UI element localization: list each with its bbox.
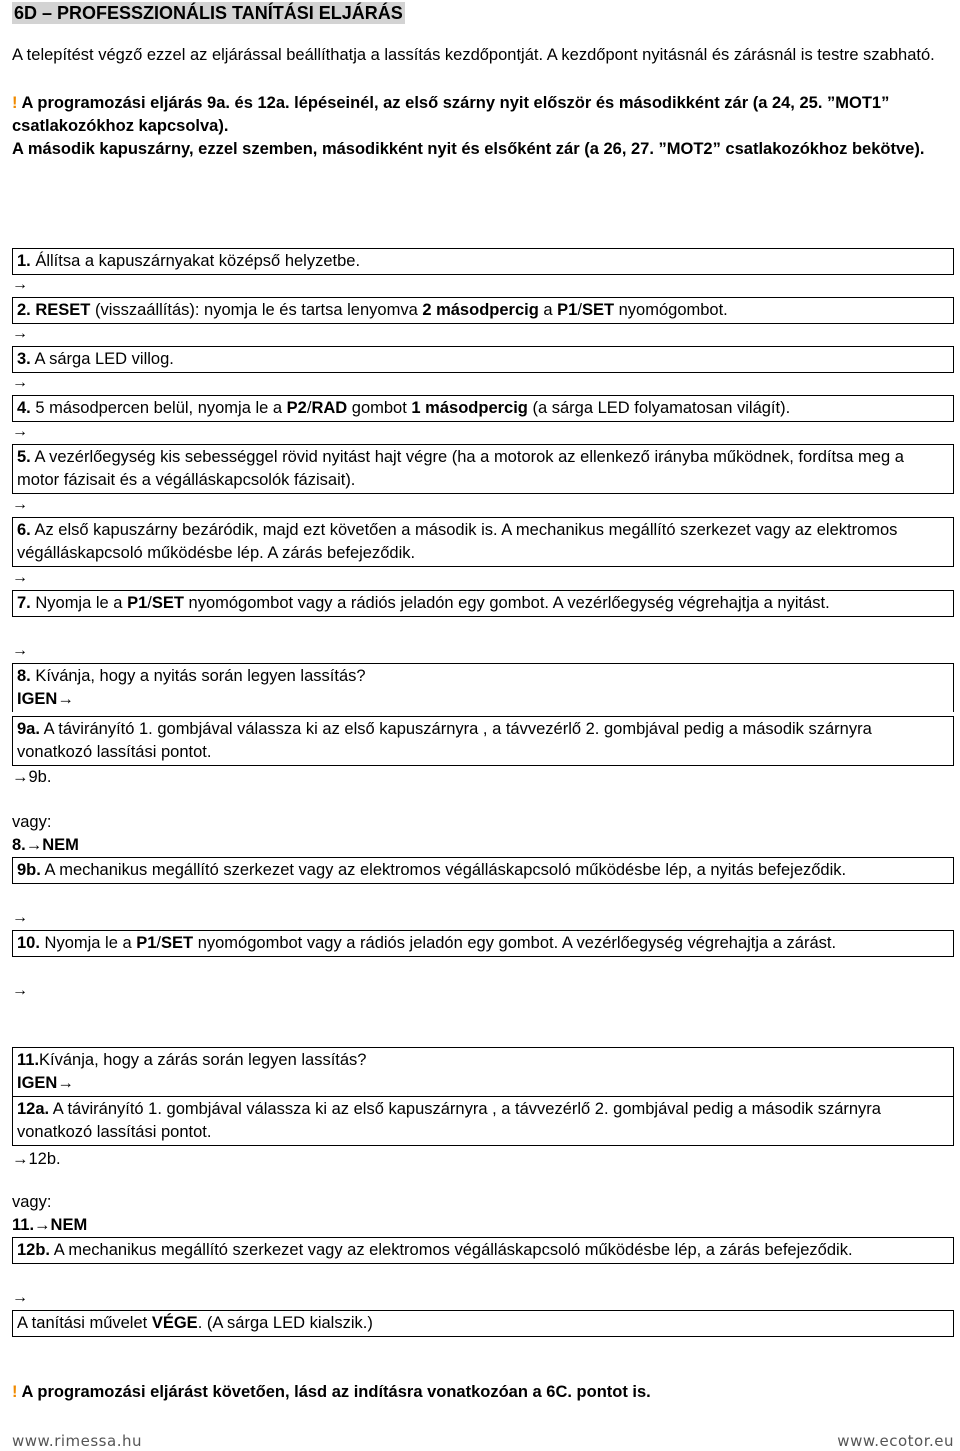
- end-keyword: VÉGE: [151, 1314, 198, 1332]
- step-number: 12b.: [17, 1241, 51, 1259]
- goto-12b: →12b.: [12, 1150, 61, 1168]
- arrow-icon: →: [12, 496, 28, 513]
- step-text: (a sárga LED folyamatosan világít).: [527, 399, 791, 417]
- warning-mark: !: [12, 1383, 18, 1401]
- step-text: gombot: [347, 399, 412, 417]
- button-name: P2: [286, 399, 307, 417]
- step-12b-box: [12, 1237, 954, 1264]
- igen-branch: IGEN→: [17, 1074, 74, 1092]
- step-text: A mechanikus megállító szerkezet vagy az elektromos végálláskapcsoló működésbe lép, a nyitás befejeződik.: [40, 861, 847, 879]
- step-11-box: [12, 1047, 954, 1096]
- arrow-icon: →: [12, 276, 28, 293]
- slash: /: [577, 301, 582, 319]
- reset-label: RESET: [30, 301, 91, 319]
- step-text: Kívánja, hogy a zárás során legyen lassítás?: [39, 1051, 367, 1069]
- page-title: 6D – PROFESSZIONÁLIS TANÍTÁSI ELJÁRÁS: [14, 3, 403, 23]
- end-text: A tanítási művelet: [17, 1314, 152, 1332]
- step-number: 1.: [17, 252, 31, 270]
- step-text: A vezérlőegység kis sebességgel rövid nyitást hajt végre (ha a motorok az ellenkező irányba működnek, fordítsa meg a motor fázisait és a végálláskapcsolók fázisait).: [17, 448, 904, 489]
- step-text: Kívánja, hogy a nyitás során legyen lassítás?: [30, 667, 366, 685]
- footer-link-rimessa[interactable]: www.rimessa.hu: [12, 1432, 142, 1450]
- duration: 2 másodpercig: [422, 301, 539, 319]
- step-10-box: [12, 930, 954, 957]
- step-text: (visszaállítás): nyomja le és tartsa lenyomva: [90, 301, 423, 319]
- end-text: . (A sárga LED kialszik.): [197, 1314, 373, 1332]
- slash: /: [147, 594, 152, 612]
- step-text: Nyomja le a: [39, 934, 137, 952]
- step-text: A mechanikus megállító szerkezet vagy az elektromos végálláskapcsoló működésbe lép, a zárás befejeződik.: [50, 1241, 853, 1259]
- step-text: a: [538, 301, 558, 319]
- step-text: nyomógombot vagy a rádiós jeladón egy gombot. A vezérlőegység végrehajtja a nyitást.: [183, 594, 830, 612]
- step-number: 10.: [17, 934, 40, 952]
- page-footer: [12, 1430, 958, 1451]
- arrow-icon: →: [12, 642, 28, 659]
- nem-branch-8: 8.→NEM: [12, 836, 79, 854]
- button-name: P1: [136, 934, 157, 952]
- goto-9b: →9b.: [12, 768, 52, 786]
- step-number: 12a.: [17, 1100, 50, 1118]
- step-text: nyomógombot vagy a rádiós jeladón egy gombot. A vezérlőegység végrehajtja a zárást.: [193, 934, 837, 952]
- slash: /: [156, 934, 162, 952]
- or-label: vagy:: [12, 1193, 52, 1211]
- final-warning: [12, 1381, 651, 1404]
- step-5-box: [12, 444, 954, 494]
- step-text: Nyomja le a: [30, 594, 128, 612]
- step-2-box: [12, 297, 954, 324]
- step-8-box: [12, 663, 954, 712]
- step-9b-box: [12, 857, 954, 884]
- arrow-icon: →: [12, 982, 28, 999]
- step-9a-box: [12, 716, 954, 766]
- end-box: [12, 1310, 954, 1337]
- nem-branch-11: 11.→NEM: [12, 1216, 88, 1234]
- button-name: SET: [581, 301, 615, 319]
- warning-paragraph: [12, 92, 952, 161]
- duration: 1 másodpercig: [411, 399, 528, 417]
- arrow-icon: →: [12, 909, 28, 926]
- warning-line2: A második kapuszárny, ezzel szemben, másodikként nyit és elsőként zár (a 26, 27. ”MOT2” csatlakozókhoz bekötve).: [12, 140, 925, 158]
- arrow-icon: →: [12, 325, 28, 342]
- step-4-box: [12, 395, 954, 422]
- step-text: Állítsa a kapuszárnyakat középső helyzetbe.: [30, 252, 361, 270]
- step-text: Az első kapuszárny bezáródik, majd ezt követően a második is. A mechanikus megállító szerkezet vagy az elektromos végálláskapcsoló működésbe lép. A zárás befejeződik.: [17, 521, 898, 562]
- footer-link-ecotor[interactable]: www.ecotor.eu: [837, 1432, 954, 1450]
- step-text: 5 másodpercen belül, nyomja le a: [30, 399, 287, 417]
- step-text: nyomógombot.: [614, 301, 728, 319]
- step-number: 2.: [17, 301, 31, 319]
- final-warning-text: A programozási eljárást követően, lásd az indításra vonatkozóan a 6C. pontot is.: [17, 1383, 651, 1401]
- arrow-icon: →: [12, 374, 28, 391]
- warning-mark: !: [12, 94, 18, 112]
- step-12a-box: [12, 1096, 954, 1146]
- step-text: A távirányító 1. gombjával válassza ki az első kapuszárnyra , a távvezérlő 2. gombjával pedig a második szárnyra vonatkozó lassítási pontot.: [17, 1100, 881, 1141]
- step-3-box: [12, 346, 954, 373]
- slash: /: [306, 399, 312, 417]
- step-number: 4.: [17, 399, 31, 417]
- button-name: RAD: [311, 399, 348, 417]
- step-number: 8.: [17, 667, 31, 685]
- arrow-icon: →: [12, 1289, 28, 1306]
- step-number: 9a.: [17, 720, 40, 738]
- step-number: 7.: [17, 594, 31, 612]
- warning-line1: A programozási eljárás 9a. és 12a. lépéseinél, az első szárny nyit először és másodikként zár (a 24, 25. ”MOT1” csatlakozókhoz kapcsolva).: [12, 94, 890, 135]
- step-number: 5.: [17, 448, 31, 466]
- intro-paragraph: A telepítést végző ezzel az eljárással beállíthatja a lassítás kezdőpontját. A kezdőpont nyitásnál és zárásnál is testre szabható.: [12, 46, 935, 64]
- step-number: 9b.: [17, 861, 41, 879]
- igen-branch: IGEN→: [17, 690, 74, 708]
- step-text: A távirányító 1. gombjával válassza ki az első kapuszárnyra , a távvezérlő 2. gombjával pedig a második szárnyra vonatkozó lassítási pontot.: [17, 720, 872, 761]
- button-name: P1: [127, 594, 148, 612]
- step-7-box: [12, 590, 954, 617]
- or-label: vagy:: [12, 813, 52, 831]
- step-6-box: [12, 517, 954, 567]
- step-number: 3.: [17, 350, 31, 368]
- arrow-icon: →: [12, 569, 28, 586]
- button-name: SET: [151, 594, 184, 612]
- arrow-icon: →: [12, 423, 28, 440]
- step-number: 6.: [17, 521, 31, 539]
- step-text: A sárga LED villog.: [30, 350, 174, 368]
- button-name: P1: [557, 301, 578, 319]
- step-number: 11.: [17, 1051, 40, 1069]
- button-name: SET: [161, 934, 194, 952]
- step-1-box: [12, 248, 954, 275]
